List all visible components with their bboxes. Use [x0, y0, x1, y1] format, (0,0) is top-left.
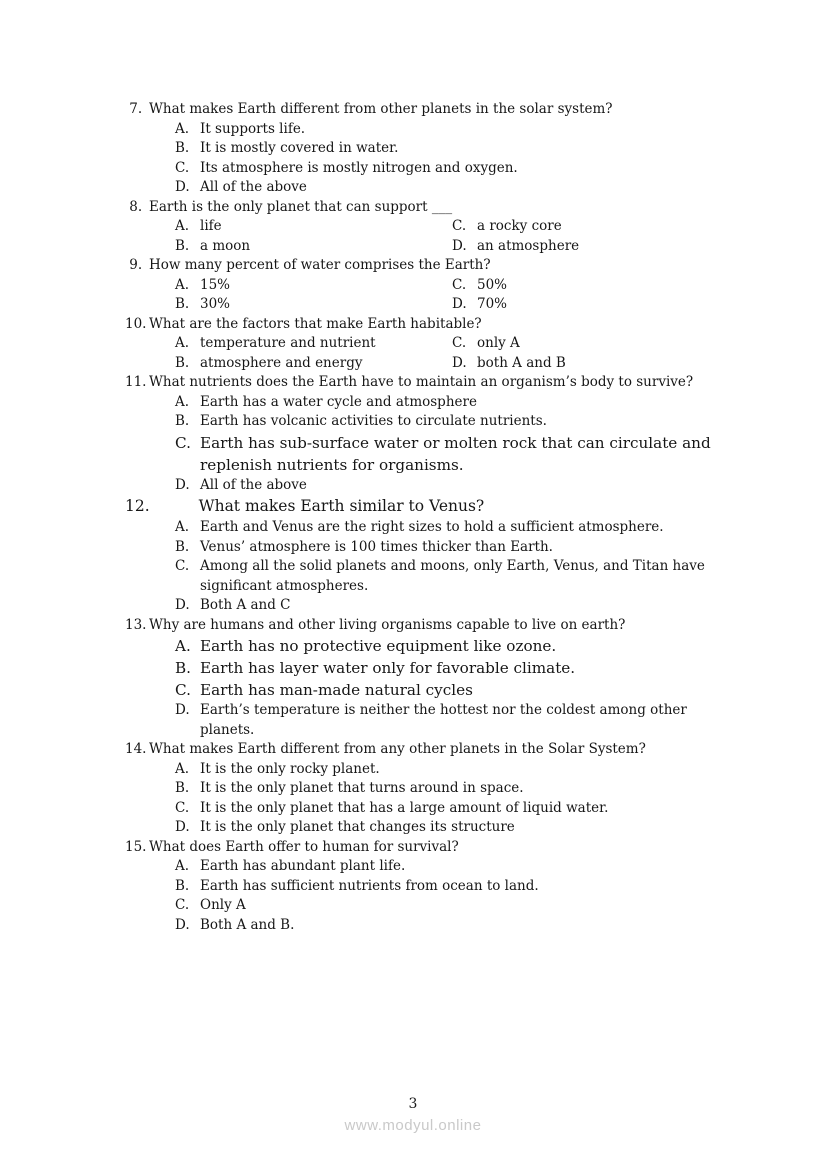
option-label: B. [175, 237, 190, 254]
option-text: It is the only rocky planet. [200, 760, 380, 777]
option-text: Earth has volcanic activities to circulate nutrients. [200, 413, 547, 429]
option-10-B [175, 354, 452, 374]
question-text: What does Earth offer to human for survival? [149, 838, 459, 855]
option-15-B [175, 877, 726, 897]
option-text: Venus’ atmosphere is 100 times thicker than Earth. [200, 538, 553, 555]
question-number: 15. [125, 838, 147, 855]
option-text: It is the only planet that turns around in space. [200, 780, 524, 796]
option-text: Among all the solid planets and moons, only Earth, Venus, and Titan have significant atmospheres. [200, 558, 705, 594]
options [175, 393, 726, 496]
question-stem [125, 198, 726, 218]
option-text: Earth has layer water only for favorable climate. [200, 659, 576, 677]
question-number: 13. [125, 616, 147, 633]
option-12-B [175, 538, 726, 558]
option-text: only A [477, 335, 520, 351]
option-7-B [175, 139, 726, 159]
option-label: B. [175, 296, 190, 312]
option-text: 30% [200, 296, 231, 312]
option-text: life [200, 218, 222, 234]
option-10-D [452, 354, 726, 374]
question-text: What are the factors that make Earth habitable? [149, 315, 482, 332]
option-8-B [175, 237, 452, 257]
option-text: temperature and nutrient [200, 335, 376, 351]
option-13-D [175, 701, 726, 740]
option-text: Earth has man-made natural cycles [200, 681, 473, 699]
option-text: both A and B [477, 354, 566, 371]
option-label: D. [452, 354, 467, 371]
question-number: 11. [125, 374, 147, 390]
option-15-A [175, 857, 726, 877]
option-label: B. [175, 659, 191, 677]
question-number: 8. [125, 198, 143, 215]
option-label: A. [175, 858, 190, 874]
question-number: 9. [125, 257, 143, 273]
question-number: 12. [125, 497, 150, 515]
question-12 [125, 495, 726, 616]
option-11-C [175, 432, 726, 476]
option-9-B [175, 295, 452, 315]
option-label: B. [175, 877, 190, 894]
option-text: Both A and C [200, 597, 291, 613]
option-label: D. [175, 179, 190, 195]
option-7-C [175, 159, 726, 179]
option-text: a moon [200, 237, 251, 254]
option-text: atmosphere and energy [200, 354, 363, 371]
question-text: Earth is the only planet that can support ___ [149, 198, 453, 215]
option-12-C [175, 557, 726, 596]
option-12-A [175, 518, 726, 538]
question-stem [125, 256, 726, 276]
option-text: Only A [200, 897, 246, 913]
option-9-D [452, 295, 726, 315]
option-label: C. [175, 558, 190, 574]
option-label: C. [452, 335, 467, 351]
question-number: 10. [125, 315, 147, 332]
option-label: C. [175, 681, 191, 699]
question-stem [125, 740, 726, 760]
option-13-A [175, 635, 726, 657]
question-text: What makes Earth similar to Venus? [198, 497, 485, 515]
options [175, 518, 726, 616]
option-label: D. [175, 476, 190, 493]
option-text: It supports life. [200, 120, 306, 137]
option-label: D. [175, 597, 190, 613]
option-label: C. [175, 799, 190, 816]
option-label: D. [175, 702, 190, 718]
page-number: 3 [408, 1096, 418, 1112]
question-stem [125, 315, 726, 335]
option-14-C [175, 799, 726, 819]
option-text: an atmosphere [477, 237, 580, 254]
option-13-C [175, 679, 726, 701]
question-14 [125, 740, 726, 838]
question-10 [125, 315, 726, 374]
question-stem [125, 373, 726, 393]
option-text: Earth’s temperature is neither the hottest nor the coldest among other planets. [200, 702, 687, 738]
option-label: C. [452, 218, 467, 234]
option-9-C [452, 276, 726, 296]
option-label: A. [175, 335, 190, 351]
question-text: What makes Earth different from any other planets in the Solar System? [149, 741, 646, 757]
question-stem [125, 100, 726, 120]
option-text: 15% [200, 276, 231, 293]
option-label: A. [175, 637, 191, 655]
option-text: Earth has sufficient nutrients from ocean to land. [200, 877, 539, 894]
question-stem [125, 495, 726, 518]
option-8-C [452, 217, 726, 237]
options [175, 857, 726, 935]
option-7-A [175, 120, 726, 140]
options [175, 120, 726, 198]
option-13-B [175, 657, 726, 679]
watermark-text: www.modyul.online [344, 1117, 482, 1134]
option-text: All of the above [200, 476, 307, 493]
option-10-A [175, 334, 452, 354]
option-text: Earth has sub-surface water or molten rock that can circulate and replenish nutrients for organisms. [200, 433, 711, 474]
option-label: D. [175, 819, 190, 835]
question-15 [125, 838, 726, 936]
option-label: B. [175, 140, 190, 156]
option-text: Earth has a water cycle and atmosphere [200, 393, 477, 410]
option-15-C [175, 896, 726, 916]
option-text: It is mostly covered in water. [200, 140, 399, 156]
option-label: C. [175, 897, 190, 913]
option-text: Earth has abundant plant life. [200, 858, 406, 874]
option-text: 70% [477, 296, 508, 312]
option-label: A. [175, 276, 190, 293]
option-11-A [175, 393, 726, 413]
option-label: C. [452, 276, 467, 293]
question-number: 14. [125, 741, 147, 757]
option-label: B. [175, 780, 190, 796]
option-11-B [175, 412, 726, 432]
option-text: It is the only planet that changes its structure [200, 819, 515, 835]
option-label: D. [452, 296, 467, 312]
option-label: A. [175, 519, 190, 535]
option-label: B. [175, 413, 190, 429]
option-10-C [452, 334, 726, 354]
question-stem [125, 616, 726, 636]
options [175, 217, 726, 256]
question-8 [125, 198, 726, 257]
options [175, 276, 726, 315]
option-label: A. [175, 218, 190, 234]
question-7 [125, 100, 726, 198]
option-8-D [452, 237, 726, 257]
question-stem [125, 838, 726, 858]
question-11 [125, 373, 726, 495]
option-label: B. [175, 354, 190, 371]
option-label: C. [175, 433, 191, 452]
option-text: a rocky core [477, 218, 562, 234]
options [175, 760, 726, 838]
option-text: Both A and B. [200, 916, 295, 933]
option-text: Earth has no protective equipment like ozone. [200, 637, 557, 655]
option-label: B. [175, 538, 190, 555]
option-11-D [175, 476, 726, 496]
questions-list [125, 100, 726, 935]
option-text: Earth and Venus are the right sizes to hold a sufficient atmosphere. [200, 519, 664, 535]
question-number: 7. [125, 101, 143, 117]
question-text: What nutrients does the Earth have to maintain an organism’s body to survive? [149, 374, 694, 390]
option-label: D. [452, 237, 467, 254]
question-text: Why are humans and other living organisms capable to live on earth? [149, 616, 626, 633]
option-12-D [175, 596, 726, 616]
option-label: D. [175, 916, 190, 933]
option-7-D [175, 178, 726, 198]
question-text: How many percent of water comprises the Earth? [149, 257, 491, 273]
question-9 [125, 256, 726, 315]
question-text: What makes Earth different from other planets in the solar system? [149, 101, 613, 117]
option-label: C. [175, 159, 190, 176]
option-14-D [175, 818, 726, 838]
option-15-D [175, 916, 726, 936]
option-14-B [175, 779, 726, 799]
option-label: A. [175, 120, 190, 137]
option-text: Its atmosphere is mostly nitrogen and oxygen. [200, 159, 518, 176]
option-text: All of the above [200, 179, 307, 195]
option-9-A [175, 276, 452, 296]
options [175, 334, 726, 373]
option-14-A [175, 760, 726, 780]
option-8-A [175, 217, 452, 237]
option-text: 50% [477, 276, 508, 293]
option-label: A. [175, 760, 190, 777]
question-13 [125, 616, 726, 741]
option-label: A. [175, 393, 190, 410]
option-text: It is the only planet that has a large amount of liquid water. [200, 799, 609, 816]
options [175, 635, 726, 740]
